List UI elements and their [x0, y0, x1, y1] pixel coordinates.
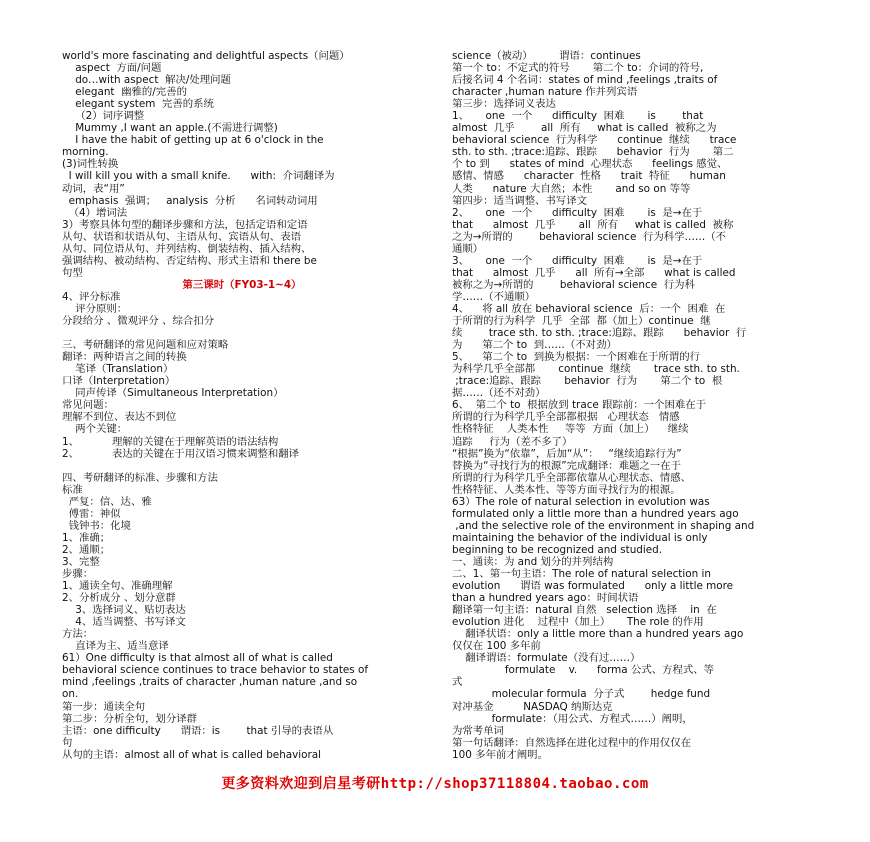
text-line: 为常考单词	[452, 724, 504, 737]
text-line: 替换为“寻找行为的根源”完成翻译：难题之一在于	[452, 459, 681, 472]
text-line: on.	[62, 688, 79, 701]
text-line: 4、适当调整、书写译文	[62, 616, 186, 629]
text-line: do…with aspect 解决/处理问题	[62, 74, 231, 87]
text-line: emphasis 强调； analysis 分析 名词转动词用	[62, 194, 318, 207]
text-line: 第二步：分析全句，划分译群	[62, 712, 198, 725]
text-line: 强调结构、被动结构、否定结构、形式主语和 there be	[62, 254, 317, 267]
text-line: 理解不到位、表达不到位	[62, 411, 177, 424]
text-line: 3、选择词义、贴切表达	[62, 604, 186, 617]
text-line: 从句、状语和状语从句、主语从句、宾语从句、表语	[62, 230, 301, 243]
text-line: elegant system 完善的系统	[62, 98, 214, 111]
text-line: behavioral science continues to trace behavior to states of	[62, 664, 369, 677]
text-line: 三、考研翻译的常见问题和应对策略	[62, 339, 229, 352]
text-line: 步骤：	[62, 568, 94, 581]
text-line: 3、完整	[62, 555, 100, 568]
text-line: 4、 将 all 放在 behavioral science 后：一个 困难 在	[452, 302, 726, 315]
text-line: 直译为主、适当意译	[62, 640, 169, 653]
text-line: 翻译状语：only a little more than a hundred years ago	[452, 628, 744, 641]
text-line: 常见问题：	[62, 399, 114, 412]
text-line: 1、准确；	[62, 531, 111, 544]
text-line: almost 几乎 all 所有 what is called 被称之为	[452, 122, 717, 135]
text-line: 据……（还不对劲）	[452, 387, 546, 400]
text-line: 100 多年前才阐明。	[452, 748, 548, 761]
text-line	[62, 327, 422, 339]
text-line: 3、 one 一个 difficulty 困难 is 是→在于	[452, 254, 703, 267]
text-line: 翻译第一句主语：natural 自然 selection 选择 in 在	[452, 604, 717, 617]
text-line: 5、 第二个 to 到换为根据：一个困难在于所谓的行	[452, 351, 700, 364]
text-line: 严复：信、达、雅	[62, 495, 152, 508]
text-line: ,and the selective role of the environment in shaping and	[452, 519, 755, 532]
text-line: evolution 谓语 was formulated only a little more	[452, 580, 734, 593]
text-line: 被称之为→所谓的 behavioral science 行为科	[452, 278, 695, 291]
text-line: 对冲基金 NASDAQ 纳斯达克	[452, 700, 613, 713]
text-line: 笔译（Translation）	[62, 363, 174, 376]
text-line: 之为→所谓的 behavioral science 行为科学……（不	[452, 230, 727, 243]
text-line: 从句的主语：almost all of what is called behavioral	[62, 748, 322, 761]
text-line: （2）词序调整	[62, 110, 145, 123]
text-line: 方法：	[62, 628, 94, 641]
text-line: that almost 几乎 all 所有→全部 what is called	[452, 266, 736, 279]
text-line: 所谓的行为科学几乎全部都根据 心理状态 情感	[452, 411, 680, 424]
text-line: mind ,feelings ,traits of character ,human nature ,and so	[62, 676, 358, 689]
text-line: 63）The role of natural selection in evolution was	[452, 495, 710, 508]
text-line: 人类 nature 大自然；本性 and so on 等等	[452, 182, 691, 195]
text-line: 2、分析成分 、划分意群	[62, 592, 176, 605]
text-line: elegant 幽雅的/完善的	[62, 86, 187, 99]
text-line: (3)词性转换	[62, 158, 119, 171]
text-line: behavioral science 行为科学 continue 继续 trace	[452, 134, 737, 147]
text-line: morning.	[62, 146, 109, 159]
text-line: molecular formula 分子式 hedge fund	[452, 688, 711, 701]
text-line: 为科学几乎全部都 continue 继续 trace sth. to sth.	[452, 363, 740, 376]
section-heading: 第三课时（FY03-1~4）	[182, 278, 302, 291]
text-line: 6、 第二个 to 根据放到 trace 跟踪前：一个困难在于	[452, 399, 707, 412]
text-line: 为 第二个 to 到……（不对劲）	[452, 339, 617, 352]
text-line: 标准	[62, 483, 83, 496]
text-line: 性格特征 人类本性 等等 方面（加上） 继续	[452, 423, 689, 436]
text-line: formulated only a little more than a hundred years ago	[452, 507, 739, 520]
text-line: 翻译：两种语言之间的转换	[62, 351, 187, 364]
text-line: ;trace:追踪、跟踪 behavior 行为 第二个 to 根	[452, 375, 723, 388]
text-line	[62, 460, 422, 472]
text-line: 性格特征、人类本性、等等方面寻找行为的根源。	[452, 483, 681, 496]
text-line: 两个关键：	[62, 423, 128, 436]
text-line: 句型	[62, 266, 83, 279]
text-line: that almost 几乎 all 所有 what is called 被称	[452, 218, 734, 231]
text-line: 3）考察具体句型的翻译步骤和方法，包括定语和定语	[62, 218, 308, 231]
text-line: 傅雷：神似	[62, 507, 121, 520]
text-line: Mummy ,I want an apple.(不需进行调整)	[62, 122, 278, 135]
text-line: 分段给分 、微观评分 、综合扣分	[62, 315, 215, 328]
left-column	[62, 50, 422, 761]
text-line: 仅仅在 100 多年前	[452, 640, 541, 653]
text-line: 感情、情感 character 性格 trait 特征 human	[452, 170, 726, 183]
text-line: sth. to sth. ;trace:追踪、跟踪 behavior 行为 第二	[452, 146, 734, 159]
text-line: than a hundred years ago：时间状语	[452, 592, 639, 605]
text-line: world's more fascinating and delightful aspects（问题）	[62, 50, 350, 62]
text-line: 第四步：适当调整、书写译文	[452, 194, 588, 207]
text-line: 2、通顺；	[62, 543, 111, 556]
text-line: formulate v. forma 公式、方程式、等	[452, 664, 715, 677]
text-line: 四、考研翻译的标准、步骤和方法	[62, 471, 218, 484]
text-line: 所谓的行为科学几乎全部都依靠从心理状态、情感、	[452, 471, 691, 484]
text-line: 4、评分标准	[62, 290, 121, 303]
text-line: 式	[452, 676, 463, 689]
text-line: aspect 方面/问题	[62, 62, 162, 75]
text-line: 动词，表“用”	[62, 182, 125, 195]
text-line: 于所谓的行为科学 几乎 全部 都（加上）continue 继	[452, 315, 711, 328]
text-line: 主语：one difficulty 谓语：is that 引导的表语从	[62, 724, 334, 737]
text-line: beginning to be recognized and studied.	[452, 543, 663, 556]
text-line: 1、通读全句、准确理解	[62, 580, 173, 593]
text-line: 第一个 to：不定式的符号 第二个 to：介词的符号,	[452, 62, 704, 75]
text-line: 学……（不通顺）	[452, 290, 536, 303]
text-line: 同声传译（Simultaneous Interpretation）	[62, 387, 284, 400]
text-line: 2、 one 一个 difficulty 困难 is 是→在于	[452, 206, 703, 219]
text-line: 第一步：通读全句	[62, 700, 146, 713]
text-line: 钱钟书：化境	[62, 519, 131, 532]
text-line: 1、 理解的关键在于理解英语的语法结构	[62, 435, 279, 448]
text-line: formulate：（用公式、方程式……）阐明，	[452, 712, 693, 725]
text-line: 后接名词 4 个名词：states of mind ,feelings ,traits of	[452, 74, 718, 87]
text-line: （4）增词法	[62, 206, 128, 219]
text-line: 第一句话翻译：自然选择在进化过程中的作用仅仅在	[452, 736, 691, 749]
text-line: maintaining the behavior of the individual is only	[452, 531, 708, 544]
text-line: 口译（Interpretation）	[62, 375, 176, 388]
text-line: 句	[62, 736, 73, 749]
text-line: I will kill you with a small knife. with: 介词翻译为	[62, 170, 335, 183]
text-line: 2、 表达的关键在于用汉语习惯来调整和翻译	[62, 447, 300, 460]
text-line: character ,human nature 作并列宾语	[452, 86, 638, 99]
text-line: 续 trace sth. to sth. ;trace:追踪、跟踪 behavior 行	[452, 327, 747, 340]
text-line: 二、1、第一句主语：The role of natural selection in	[452, 568, 711, 581]
text-line: 从句、同位语从句、并列结构、倒装结构、插入结构、	[62, 242, 312, 255]
text-line: 通顺）	[452, 242, 484, 255]
text-line: 第三步：选择词义表达	[452, 98, 556, 111]
text-line: I have the habit of getting up at 6 o'clock in the	[62, 134, 324, 147]
text-line: “根据”换为“依靠”，后加“从”： “继续追踪行为”	[452, 447, 682, 460]
text-line: 61）One difficulty is that almost all of what is called	[62, 652, 333, 665]
text-line: 追踪 行为（差不多了）	[452, 435, 573, 448]
right-column	[452, 50, 814, 761]
text-line: evolution 进化 过程中（加上） The role 的作用	[452, 616, 704, 629]
text-line: 个 to 到 states of mind 心理状态 feelings 感觉、	[452, 158, 728, 171]
text-line: 评分原则：	[62, 302, 128, 315]
text-line: 一、通读：为 and 划分的并列结构	[452, 555, 614, 568]
text-line: 1、 one 一个 difficulty 困难 is that	[452, 110, 704, 123]
footer-advert: 更多资料欢迎到启星考研http://shop37118804.taobao.com	[221, 776, 649, 792]
text-line: 翻译谓语：formulate（没有过……）	[452, 652, 641, 665]
text-line: science（被动） 谓语：continues	[452, 50, 641, 62]
